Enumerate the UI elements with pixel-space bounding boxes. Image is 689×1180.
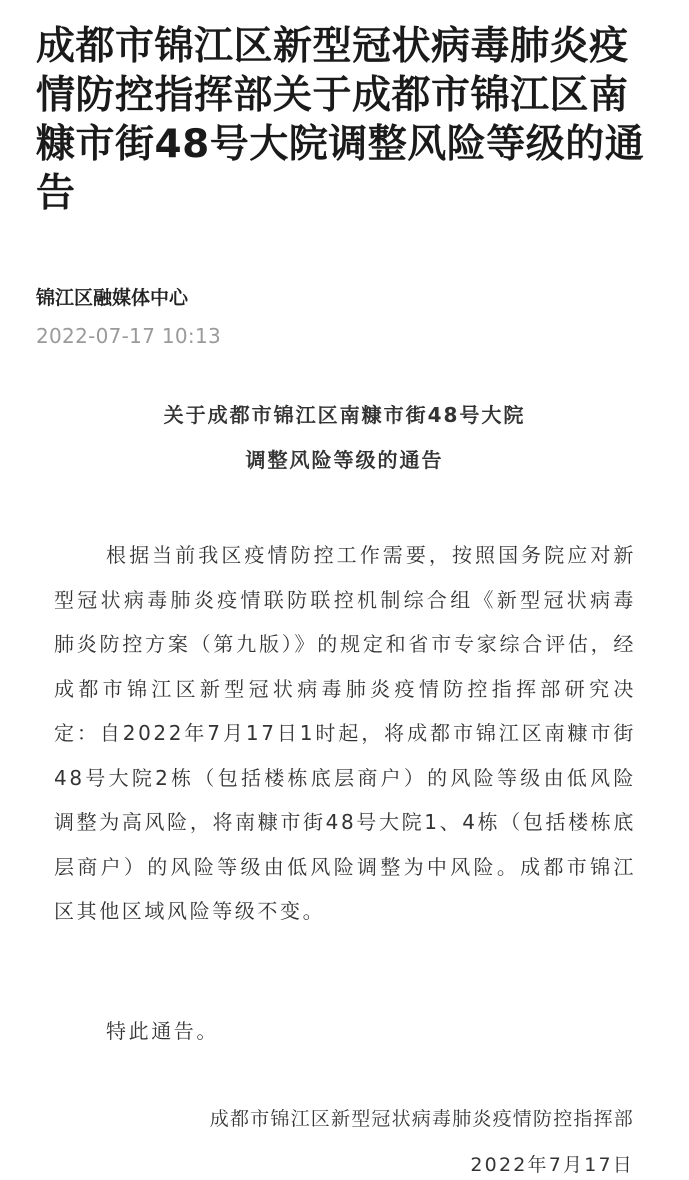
notice-signature-org: 成都市锦江区新型冠状病毒肺炎疫情防控指挥部 [209, 1108, 634, 1130]
notice-signature-date: 2022年7月17日 [470, 1154, 634, 1176]
article-datetime: 2022-07-17 10:13 [36, 324, 222, 348]
notice-title-line1: 关于成都市锦江区南糠市街48号大院 [163, 403, 526, 427]
notice-closing: 特此通告。 [106, 1019, 219, 1043]
article-source[interactable]: 锦江区融媒体中心 [36, 287, 189, 309]
article-headline: 成都市锦江区新型冠状病毒肺炎疫情防控指挥部关于成都市锦江区南糠市街48号大院调整风险等级的通告 [36, 24, 645, 216]
notice-body: 根据当前我区疫情防控工作需要，按照国务院应对新型冠状病毒肺炎疫情联防联控机制综合组《新型冠状病毒肺炎防控方案（第九版）》的规定和省市专家综合评估，经成都市锦江区新型冠状病毒肺炎疫情防控指挥部研究决定：自2022年7月17日1时起，将成都市锦江区南糠市街48号大院2栋（包括楼栋底层商户）的风险等级由低风险调整为高风险，将南糠市街48号大院1、4栋（包括楼栋底层商户）的风险等级由低风险调整为中风险。成都市锦江区其他区域风险等级不变。 [54, 543, 636, 923]
notice-title-line2: 调整风险等级的通告 [245, 448, 444, 472]
